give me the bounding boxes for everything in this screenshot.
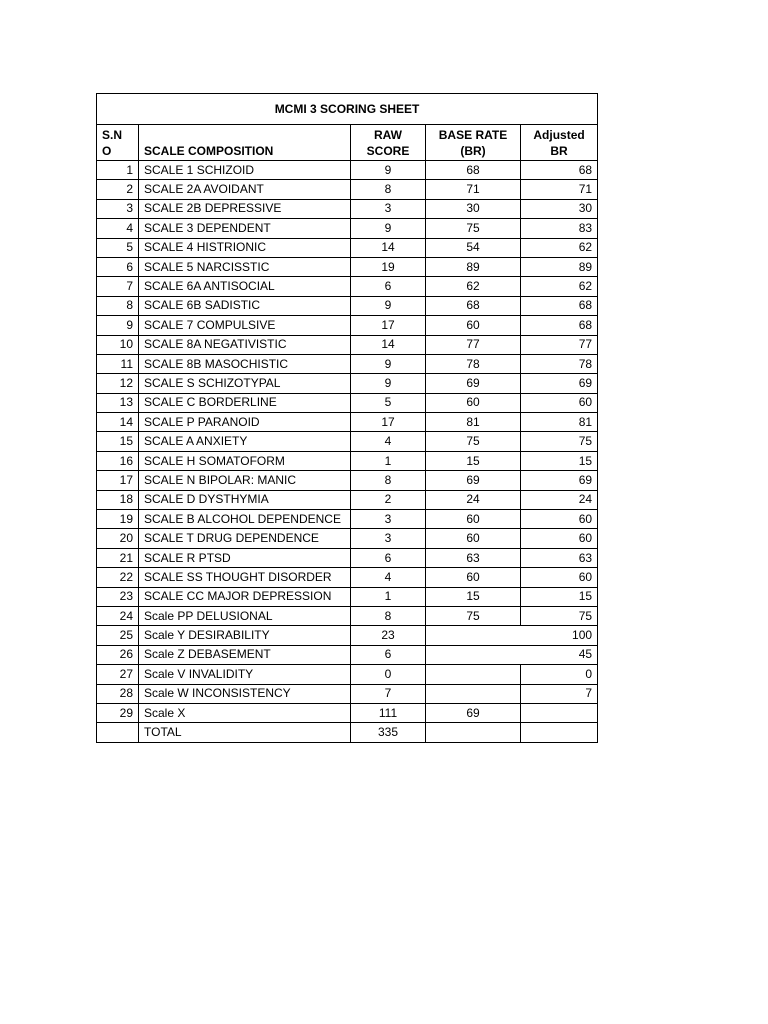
table-row bbox=[97, 510, 598, 529]
row-adjusted-br: 100 bbox=[426, 626, 598, 645]
header-row bbox=[97, 125, 598, 161]
row-sno: 14 bbox=[97, 413, 139, 432]
row-base-rate: 15 bbox=[426, 587, 521, 606]
header-raw-line2: SCORE bbox=[366, 144, 410, 158]
row-sno: 19 bbox=[97, 510, 139, 529]
table-row bbox=[97, 296, 598, 315]
row-adjusted-br: 45 bbox=[426, 645, 598, 664]
row-scale-name: SCALE 1 SCHIZOID bbox=[139, 161, 351, 180]
row-scale-name: SCALE P PARANOID bbox=[139, 413, 351, 432]
row-raw-score: 9 bbox=[351, 296, 426, 315]
row-scale-name: SCALE 8A NEGATIVISTIC bbox=[139, 335, 351, 354]
header-raw-line1: RAW bbox=[374, 128, 402, 142]
row-sno: 13 bbox=[97, 393, 139, 412]
row-sno: 17 bbox=[97, 471, 139, 490]
row-scale-name: SCALE 6B SADISTIC bbox=[139, 296, 351, 315]
row-base-rate: 68 bbox=[426, 161, 521, 180]
row-scale-name: Scale Y DESIRABILITY bbox=[139, 626, 351, 645]
row-adjusted-br: 60 bbox=[521, 393, 598, 412]
row-scale-name: SCALE 7 COMPULSIVE bbox=[139, 316, 351, 335]
table-row bbox=[97, 219, 598, 238]
row-base-rate: 81 bbox=[426, 413, 521, 432]
table-row bbox=[97, 374, 598, 393]
row-scale-name: SCALE 2B DEPRESSIVE bbox=[139, 199, 351, 218]
row-sno: 1 bbox=[97, 161, 139, 180]
row-base-rate: 75 bbox=[426, 219, 521, 238]
row-sno: 25 bbox=[97, 626, 139, 645]
row-adjusted-br: 68 bbox=[521, 161, 598, 180]
table-row bbox=[97, 354, 598, 373]
row-scale-name: SCALE N BIPOLAR: MANIC bbox=[139, 471, 351, 490]
row-sno: 7 bbox=[97, 277, 139, 296]
row-sno: 27 bbox=[97, 665, 139, 684]
row-adjusted-br: 81 bbox=[521, 413, 598, 432]
row-scale-name: SCALE 5 NARCISSTIC bbox=[139, 257, 351, 276]
title-row bbox=[97, 94, 598, 125]
row-base-rate: 62 bbox=[426, 277, 521, 296]
table-row bbox=[97, 703, 598, 722]
scoring-sheet-table bbox=[96, 93, 598, 743]
row-raw-score: 1 bbox=[351, 587, 426, 606]
row-raw-score: 1 bbox=[351, 451, 426, 470]
table-row bbox=[97, 161, 598, 180]
row-adjusted-br: 75 bbox=[521, 432, 598, 451]
row-base-rate: 71 bbox=[426, 180, 521, 199]
header-base-line1: BASE RATE bbox=[438, 128, 508, 142]
row-sno: 4 bbox=[97, 219, 139, 238]
row-scale-name: SCALE R PTSD bbox=[139, 548, 351, 567]
row-base-rate: 63 bbox=[426, 548, 521, 567]
table-row bbox=[97, 626, 598, 645]
row-adjusted-br bbox=[521, 703, 598, 722]
table-row bbox=[97, 606, 598, 625]
row-scale-name: SCALE CC MAJOR DEPRESSION bbox=[139, 587, 351, 606]
row-sno: 11 bbox=[97, 354, 139, 373]
table-row bbox=[97, 568, 598, 587]
table-row bbox=[97, 199, 598, 218]
row-scale-name: SCALE C BORDERLINE bbox=[139, 393, 351, 412]
row-sno: 12 bbox=[97, 374, 139, 393]
row-raw-score: 17 bbox=[351, 413, 426, 432]
row-raw-score: 6 bbox=[351, 277, 426, 296]
row-base-rate: 60 bbox=[426, 529, 521, 548]
table-row bbox=[97, 723, 598, 742]
row-base-rate: 69 bbox=[426, 703, 521, 722]
row-adjusted-br: 60 bbox=[521, 510, 598, 529]
header-adjusted-br bbox=[521, 125, 598, 161]
row-raw-score: 19 bbox=[351, 257, 426, 276]
row-adjusted-br: 62 bbox=[521, 238, 598, 257]
row-raw-score: 6 bbox=[351, 548, 426, 567]
row-scale-name: Scale PP DELUSIONAL bbox=[139, 606, 351, 625]
table-row bbox=[97, 432, 598, 451]
row-raw-score: 0 bbox=[351, 665, 426, 684]
row-raw-score: 14 bbox=[351, 335, 426, 354]
row-raw-score: 9 bbox=[351, 354, 426, 373]
row-scale-name: SCALE T DRUG DEPENDENCE bbox=[139, 529, 351, 548]
row-raw-score: 8 bbox=[351, 471, 426, 490]
row-adjusted-br: 62 bbox=[521, 277, 598, 296]
row-adjusted-br: 78 bbox=[521, 354, 598, 373]
row-adjusted-br: 15 bbox=[521, 587, 598, 606]
row-base-rate: 54 bbox=[426, 238, 521, 257]
row-adjusted-br: 89 bbox=[521, 257, 598, 276]
row-raw-score: 7 bbox=[351, 684, 426, 703]
row-raw-score: 9 bbox=[351, 161, 426, 180]
row-raw-score: 5 bbox=[351, 393, 426, 412]
header-scale-composition: SCALE COMPOSITION bbox=[139, 125, 351, 161]
row-adjusted-br: 68 bbox=[521, 296, 598, 315]
row-adjusted-br: 69 bbox=[521, 374, 598, 393]
table-row bbox=[97, 413, 598, 432]
row-scale-name: SCALE 2A AVOIDANT bbox=[139, 180, 351, 199]
table-row bbox=[97, 548, 598, 567]
table-row bbox=[97, 277, 598, 296]
row-base-rate: 60 bbox=[426, 510, 521, 529]
row-sno: 8 bbox=[97, 296, 139, 315]
row-sno: 23 bbox=[97, 587, 139, 606]
row-scale-name: Scale W INCONSISTENCY bbox=[139, 684, 351, 703]
row-adjusted-br: 24 bbox=[521, 490, 598, 509]
row-adjusted-br: 15 bbox=[521, 451, 598, 470]
row-sno: 24 bbox=[97, 606, 139, 625]
table-row bbox=[97, 529, 598, 548]
table-row bbox=[97, 665, 598, 684]
row-scale-name: Scale X bbox=[139, 703, 351, 722]
row-base-rate: 89 bbox=[426, 257, 521, 276]
row-sno: 5 bbox=[97, 238, 139, 257]
row-sno bbox=[97, 723, 139, 742]
row-base-rate bbox=[426, 723, 521, 742]
row-base-rate: 78 bbox=[426, 354, 521, 373]
row-scale-name: SCALE H SOMATOFORM bbox=[139, 451, 351, 470]
row-scale-name: Scale V INVALIDITY bbox=[139, 665, 351, 684]
row-raw-score: 8 bbox=[351, 606, 426, 625]
row-raw-score: 4 bbox=[351, 568, 426, 587]
row-raw-score: 9 bbox=[351, 374, 426, 393]
row-raw-score: 2 bbox=[351, 490, 426, 509]
row-scale-name: SCALE S SCHIZOTYPAL bbox=[139, 374, 351, 393]
header-sno-line2: O bbox=[102, 144, 112, 158]
header-base-rate bbox=[426, 125, 521, 161]
row-scale-name: SCALE 6A ANTISOCIAL bbox=[139, 277, 351, 296]
header-raw-score bbox=[351, 125, 426, 161]
header-sno-line1: S.N bbox=[102, 128, 123, 142]
row-scale-name: SCALE B ALCOHOL DEPENDENCE bbox=[139, 510, 351, 529]
row-raw-score: 335 bbox=[351, 723, 426, 742]
row-sno: 21 bbox=[97, 548, 139, 567]
row-base-rate: 75 bbox=[426, 606, 521, 625]
row-adjusted-br: 0 bbox=[521, 665, 598, 684]
table-row bbox=[97, 490, 598, 509]
row-adjusted-br: 75 bbox=[521, 606, 598, 625]
sheet-body bbox=[97, 161, 598, 743]
row-raw-score: 23 bbox=[351, 626, 426, 645]
row-scale-name: SCALE 3 DEPENDENT bbox=[139, 219, 351, 238]
row-base-rate: 60 bbox=[426, 393, 521, 412]
row-adjusted-br: 68 bbox=[521, 316, 598, 335]
row-raw-score: 3 bbox=[351, 199, 426, 218]
table-row bbox=[97, 316, 598, 335]
row-raw-score: 8 bbox=[351, 180, 426, 199]
row-sno: 29 bbox=[97, 703, 139, 722]
row-base-rate: 69 bbox=[426, 374, 521, 393]
row-base-rate bbox=[426, 665, 521, 684]
row-raw-score: 9 bbox=[351, 219, 426, 238]
row-scale-name: TOTAL bbox=[139, 723, 351, 742]
row-base-rate: 60 bbox=[426, 316, 521, 335]
table-row bbox=[97, 471, 598, 490]
row-sno: 9 bbox=[97, 316, 139, 335]
table-row bbox=[97, 393, 598, 412]
row-base-rate: 15 bbox=[426, 451, 521, 470]
row-raw-score: 3 bbox=[351, 529, 426, 548]
row-scale-name: SCALE A ANXIETY bbox=[139, 432, 351, 451]
row-base-rate: 69 bbox=[426, 471, 521, 490]
row-sno: 15 bbox=[97, 432, 139, 451]
row-adjusted-br: 77 bbox=[521, 335, 598, 354]
row-sno: 16 bbox=[97, 451, 139, 470]
table-row bbox=[97, 257, 598, 276]
table-row bbox=[97, 684, 598, 703]
row-base-rate: 77 bbox=[426, 335, 521, 354]
table-row bbox=[97, 238, 598, 257]
table-row bbox=[97, 451, 598, 470]
row-base-rate: 60 bbox=[426, 568, 521, 587]
header-adj-line1: Adjusted bbox=[533, 128, 585, 142]
row-adjusted-br: 71 bbox=[521, 180, 598, 199]
row-scale-name: SCALE SS THOUGHT DISORDER bbox=[139, 568, 351, 587]
row-raw-score: 4 bbox=[351, 432, 426, 451]
row-sno: 28 bbox=[97, 684, 139, 703]
row-base-rate: 68 bbox=[426, 296, 521, 315]
table-row bbox=[97, 335, 598, 354]
row-raw-score: 14 bbox=[351, 238, 426, 257]
row-raw-score: 17 bbox=[351, 316, 426, 335]
row-scale-name: SCALE 4 HISTRIONIC bbox=[139, 238, 351, 257]
table-row bbox=[97, 180, 598, 199]
row-scale-name: Scale Z DEBASEMENT bbox=[139, 645, 351, 664]
row-raw-score: 3 bbox=[351, 510, 426, 529]
row-sno: 22 bbox=[97, 568, 139, 587]
row-base-rate: 24 bbox=[426, 490, 521, 509]
table-row bbox=[97, 587, 598, 606]
row-scale-name: SCALE D DYSTHYMIA bbox=[139, 490, 351, 509]
table-row bbox=[97, 645, 598, 664]
row-sno: 20 bbox=[97, 529, 139, 548]
row-base-rate: 30 bbox=[426, 199, 521, 218]
row-sno: 10 bbox=[97, 335, 139, 354]
header-sno bbox=[97, 125, 139, 161]
header-adj-line2: BR bbox=[550, 144, 568, 158]
row-adjusted-br: 30 bbox=[521, 199, 598, 218]
row-raw-score: 6 bbox=[351, 645, 426, 664]
header-base-line2: (BR) bbox=[460, 144, 486, 158]
row-sno: 18 bbox=[97, 490, 139, 509]
row-adjusted-br: 63 bbox=[521, 548, 598, 567]
row-sno: 2 bbox=[97, 180, 139, 199]
sheet-title: MCMI 3 SCORING SHEET bbox=[97, 94, 598, 125]
row-adjusted-br: 60 bbox=[521, 568, 598, 587]
row-adjusted-br: 83 bbox=[521, 219, 598, 238]
row-sno: 3 bbox=[97, 199, 139, 218]
row-sno: 6 bbox=[97, 257, 139, 276]
row-adjusted-br: 60 bbox=[521, 529, 598, 548]
row-sno: 26 bbox=[97, 645, 139, 664]
row-adjusted-br bbox=[521, 723, 598, 742]
row-adjusted-br: 7 bbox=[521, 684, 598, 703]
row-base-rate bbox=[426, 684, 521, 703]
row-adjusted-br: 69 bbox=[521, 471, 598, 490]
row-base-rate: 75 bbox=[426, 432, 521, 451]
row-scale-name: SCALE 8B MASOCHISTIC bbox=[139, 354, 351, 373]
row-raw-score: 111 bbox=[351, 703, 426, 722]
